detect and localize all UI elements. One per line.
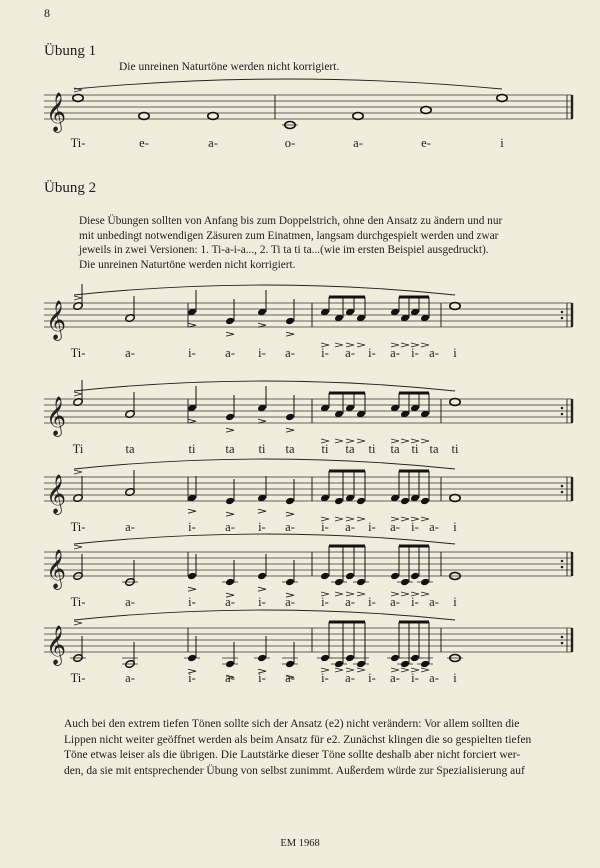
system-2-staff: [44, 380, 572, 443]
lyric: a-: [225, 671, 235, 685]
lyric: a-: [429, 671, 439, 685]
accent-mark: [357, 668, 365, 672]
repeat-dot: [561, 566, 564, 569]
lyric: i-: [258, 595, 266, 609]
lyric: i-: [188, 520, 196, 534]
accent-mark: [335, 517, 343, 521]
lyric: i-: [411, 671, 419, 685]
accent-mark: [421, 668, 429, 672]
lyric: i: [453, 595, 457, 609]
lyric: a-: [225, 595, 235, 609]
eighth-note: [400, 578, 410, 587]
lyric: e-: [421, 136, 431, 150]
whole-note: [450, 495, 460, 502]
accent-mark: [401, 517, 409, 521]
treble-clef-icon: 𝄞: [46, 474, 67, 514]
eighth-note: [420, 497, 430, 506]
repeat-dot: [561, 642, 564, 645]
lyric: a-: [285, 346, 295, 360]
accent-mark: [74, 621, 82, 625]
eighth-note: [320, 572, 330, 581]
lyric: a-: [429, 346, 439, 360]
accent-mark: [74, 392, 82, 396]
whole-note: [497, 95, 507, 102]
accent-mark: [357, 517, 365, 521]
lyric: Ti-: [70, 136, 86, 150]
lyric: o-: [284, 136, 296, 150]
repeat-dot: [561, 491, 564, 494]
lyric: i-: [258, 520, 266, 534]
treble-clef-icon: 𝄞: [46, 396, 67, 436]
eighth-note: [356, 660, 366, 669]
quarter-note: [285, 578, 295, 587]
accent-mark: [188, 509, 196, 513]
whole-note: [139, 113, 149, 120]
exercise1-title: Übung 1: [44, 43, 97, 59]
lyric: a-: [429, 520, 439, 534]
lyric: a-: [345, 346, 355, 360]
eighth-note: [334, 497, 344, 506]
lyric: i-: [321, 520, 329, 534]
lyric: a-: [345, 520, 355, 534]
lyric: a-: [390, 346, 400, 360]
lyric: e-: [139, 136, 149, 150]
lyric: ti: [188, 442, 196, 456]
quarter-note: [225, 578, 235, 587]
lyric: ta: [345, 442, 355, 456]
lyric: ti: [321, 442, 329, 456]
lyric: Ti-: [70, 346, 86, 360]
accent-mark: [401, 343, 409, 347]
lyric: a-: [285, 671, 295, 685]
eighth-note: [345, 572, 355, 581]
quarter-note: [225, 317, 235, 326]
whole-note: [73, 95, 83, 102]
lyric: i: [500, 136, 504, 150]
intro-line: Die unreinen Naturtöne werden nicht korrigiert.: [79, 258, 296, 271]
accent-mark: [226, 512, 234, 516]
repeat-dot: [561, 560, 564, 563]
lyric: a-: [345, 671, 355, 685]
whole-note: [450, 303, 460, 310]
accent-mark: [74, 470, 82, 474]
lyric: i: [453, 671, 457, 685]
accent-mark: [286, 428, 294, 432]
accent-mark: [335, 668, 343, 672]
lyric: ti: [368, 442, 376, 456]
lyric: i-: [411, 346, 419, 360]
lyric: i-: [368, 520, 376, 534]
lyric: a-: [225, 520, 235, 534]
lyric: a-: [125, 520, 135, 534]
accent-mark: [421, 517, 429, 521]
accent-mark: [74, 296, 82, 300]
quarter-note: [285, 497, 295, 506]
lyric: ti: [451, 442, 459, 456]
lyric: i-: [368, 671, 376, 685]
eighth-note: [334, 578, 344, 587]
slur: [74, 285, 455, 295]
quarter-note: [285, 317, 295, 326]
system-5-staff: [44, 610, 572, 679]
lyric: i: [453, 520, 457, 534]
exercise1-staff: [44, 79, 572, 133]
repeat-dot: [561, 485, 564, 488]
accent-mark: [258, 587, 266, 591]
body-paragraph: [64, 717, 569, 779]
lyric: i-: [258, 346, 266, 360]
lyric: i-: [411, 520, 419, 534]
lyric: i-: [258, 671, 266, 685]
lyric: i-: [321, 671, 329, 685]
repeat-dot: [561, 636, 564, 639]
lyric: a-: [345, 595, 355, 609]
lyric: a-: [429, 595, 439, 609]
quarter-note: [225, 497, 235, 506]
lyric: Ti-: [70, 520, 86, 534]
lyric: a-: [125, 595, 135, 609]
eighth-note: [390, 572, 400, 581]
eighth-note: [410, 572, 420, 581]
system-1-staff: [44, 284, 572, 347]
accent-mark: [335, 439, 343, 443]
whole-note: [450, 399, 460, 406]
intro-line: jeweils in zwei Versionen: 1. Ti-a-i-a..., 2. Ti ta ti ta...(wie im ersten Beispiel ausgedruckt).: [79, 244, 489, 257]
lyric: a-: [390, 595, 400, 609]
lyric: ti: [411, 442, 419, 456]
quarter-note: [187, 654, 197, 663]
lyric: a-: [285, 595, 295, 609]
lyric: ta: [390, 442, 400, 456]
whole-note: [421, 107, 431, 114]
quarter-note: [285, 660, 295, 669]
intro-line: mit unbedingt notwendigen Zäsuren zum Einatmen, langsam durchgespielt werden und zwar: [79, 229, 499, 242]
system-4-staff: [44, 534, 572, 597]
lyric: Ti-: [70, 671, 86, 685]
accent-mark: [335, 592, 343, 596]
treble-clef-icon: 𝄞: [46, 300, 67, 340]
accent-mark: [226, 332, 234, 336]
exercise1-remark: Die unreinen Naturtöne werden nicht korrigiert.: [119, 61, 340, 73]
slur: [74, 381, 455, 391]
lyric: i-: [188, 346, 196, 360]
repeat-dot: [561, 413, 564, 416]
lyric: i: [453, 346, 457, 360]
slur: [74, 79, 502, 89]
treble-clef-icon: 𝄞: [46, 549, 67, 589]
lyric: i-: [411, 595, 419, 609]
body-line: Lippen nicht weiter geöffnet werden als beim Ansatz für e2. Zunächst klingen die so gespielten tiefen: [64, 733, 532, 746]
lyric: i-: [321, 346, 329, 360]
accent-mark: [401, 439, 409, 443]
lyric: i-: [368, 595, 376, 609]
accent-mark: [286, 332, 294, 336]
body-line: Auch bei den extrem tiefen Tönen sollte sich der Ansatz (e2) nicht verändern: Vor allem sollten die: [64, 718, 520, 730]
accent-mark: [401, 592, 409, 596]
quarter-note: [225, 660, 235, 669]
repeat-dot: [561, 407, 564, 410]
eighth-note: [420, 660, 430, 669]
quarter-note: [257, 654, 267, 663]
accent-mark: [188, 587, 196, 591]
footer-catalog: EM 1968: [280, 838, 320, 849]
eighth-note: [400, 497, 410, 506]
whole-note: [353, 113, 363, 120]
accent-mark: [74, 545, 82, 549]
accent-mark: [421, 439, 429, 443]
slur: [74, 610, 455, 620]
eighth-note: [356, 497, 366, 506]
accent-mark: [357, 343, 365, 347]
lyric: i-: [188, 671, 196, 685]
eighth-note: [320, 654, 330, 663]
whole-note: [208, 113, 218, 120]
quarter-note: [187, 572, 197, 581]
lyric: ta: [285, 442, 295, 456]
quarter-note: [285, 413, 295, 422]
lyric: i-: [321, 595, 329, 609]
page-number: 8: [44, 6, 50, 20]
lyric: a-: [390, 520, 400, 534]
quarter-note: [225, 413, 235, 422]
lyric: a-: [208, 136, 218, 150]
repeat-dot: [561, 311, 564, 314]
eighth-note: [400, 660, 410, 669]
accent-mark: [421, 343, 429, 347]
body-line: Töne etwas leiser als die übrigen. Die Lautstärke dieser Töne sollte deshalb aber nicht forciert wer-: [64, 749, 521, 761]
lyric: ta: [429, 442, 439, 456]
lyric: a-: [285, 520, 295, 534]
accent-mark: [335, 343, 343, 347]
eighth-note: [334, 660, 344, 669]
eighth-note: [356, 578, 366, 587]
accent-mark: [226, 428, 234, 432]
lyric: i-: [368, 346, 376, 360]
treble-clef-icon: 𝄞: [46, 92, 67, 132]
body-line: den, da sie mit entsprechender Übung von selbst zunimmt. Außerdem würde zur Spezialisierung auf: [64, 764, 525, 777]
repeat-dot: [561, 317, 564, 320]
lyric: ti: [258, 442, 266, 456]
system-3-staff: [44, 459, 572, 521]
lyric: i-: [188, 595, 196, 609]
eighth-note: [420, 578, 430, 587]
lyric: a-: [390, 671, 400, 685]
slur: [74, 534, 455, 544]
lyric: a-: [125, 671, 135, 685]
exercise2-title: Übung 2: [44, 180, 97, 196]
accent-mark: [357, 592, 365, 596]
accent-mark: [421, 592, 429, 596]
lyric: a-: [125, 346, 135, 360]
accent-mark: [401, 668, 409, 672]
accent-mark: [286, 512, 294, 516]
lyric: ta: [225, 442, 235, 456]
accent-mark: [357, 439, 365, 443]
intro-line: Diese Übungen sollten von Anfang bis zum Doppelstrich, ohne den Ansatz zu ändern und nur: [79, 215, 503, 227]
lyric: ta: [125, 442, 135, 456]
slur: [74, 459, 455, 469]
quarter-note: [257, 572, 267, 581]
lyric: a-: [225, 346, 235, 360]
lyric: a-: [353, 136, 363, 150]
lyric: Ti-: [70, 595, 86, 609]
lyric: Ti: [72, 442, 84, 456]
accent-mark: [258, 509, 266, 513]
treble-clef-icon: 𝄞: [46, 625, 67, 665]
